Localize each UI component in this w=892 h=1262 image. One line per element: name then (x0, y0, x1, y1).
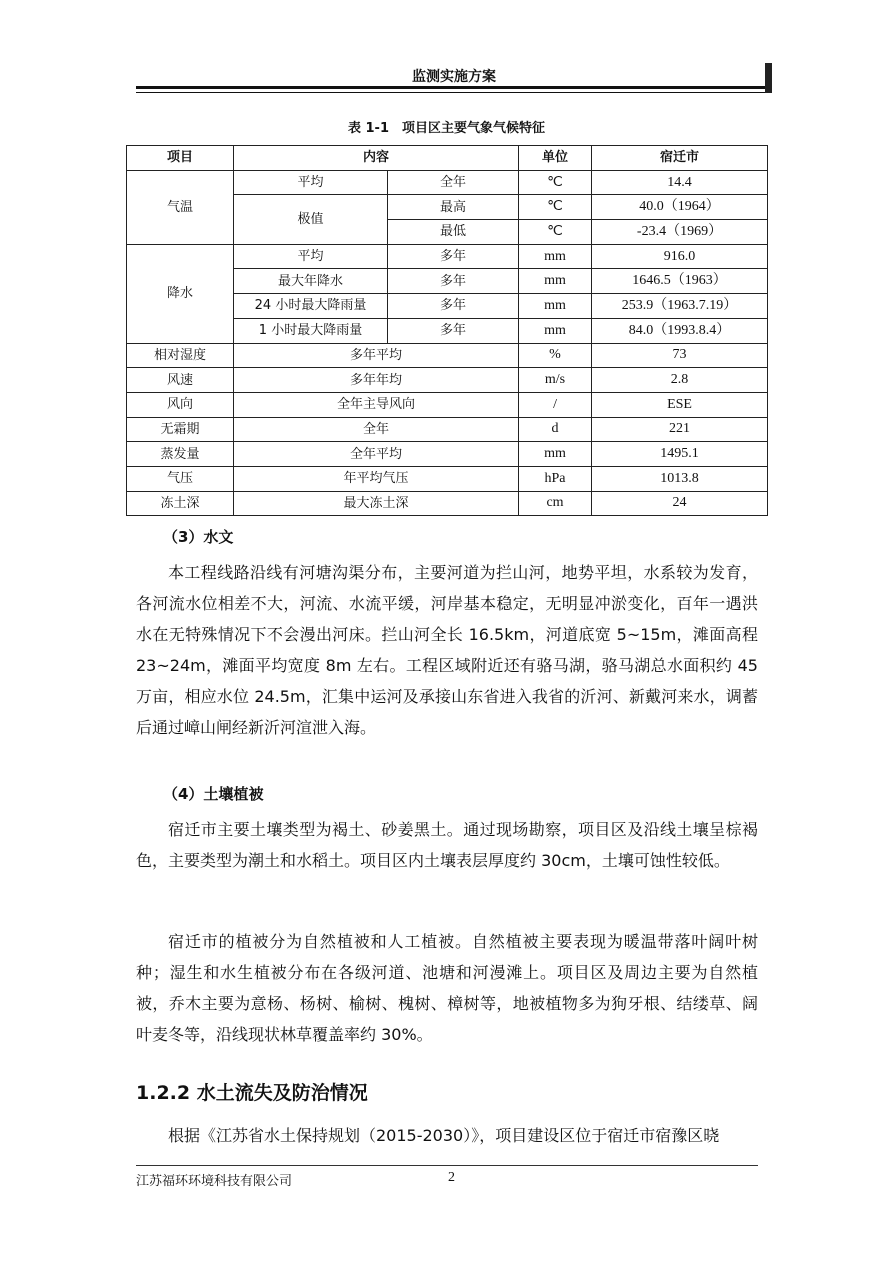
cell-content: 年平均气压 (234, 466, 519, 491)
cell-unit: ℃ (519, 195, 592, 220)
table-row (127, 442, 768, 467)
cell-content: 极值 (234, 195, 388, 244)
cell-unit: / (519, 392, 592, 417)
cell-unit: mm (519, 318, 592, 343)
cell-value: 84.0（1993.8.4） (592, 318, 768, 343)
col-header-city: 宿迁市 (592, 146, 768, 171)
cell-item: 无霜期 (127, 417, 234, 442)
cell-unit: ℃ (519, 220, 592, 245)
col-header-item: 项目 (127, 146, 234, 171)
cell-content: 全年 (234, 417, 519, 442)
table-row (127, 343, 768, 368)
table-row (127, 392, 768, 417)
cell-item: 蒸发量 (127, 442, 234, 467)
row-label-temp: 气温 (127, 170, 234, 244)
cell-unit: mm (519, 269, 592, 294)
header-title: 监测实施方案 (412, 69, 496, 85)
cell-period: 多年 (388, 244, 519, 269)
col-header-content: 内容 (234, 146, 519, 171)
header-rule-thin (136, 92, 766, 93)
cell-value: 1646.5（1963） (592, 269, 768, 294)
cell-value: -23.4（1969） (592, 220, 768, 245)
cell-value: 24 (592, 491, 768, 516)
cell-period: 多年 (388, 318, 519, 343)
cell-period: 全年 (388, 170, 519, 195)
cell-period: 最高 (388, 195, 519, 220)
cell-content: 1 小时最大降雨量 (234, 318, 388, 343)
footer-rule (136, 1165, 758, 1166)
cell-period: 多年 (388, 269, 519, 294)
table-row (127, 491, 768, 516)
cell-item: 风向 (127, 392, 234, 417)
cell-item: 冻土深 (127, 491, 234, 516)
cell-unit: mm (519, 294, 592, 319)
cell-unit: mm (519, 442, 592, 467)
climate-table (126, 145, 768, 516)
cell-period: 多年 (388, 294, 519, 319)
cell-unit: mm (519, 244, 592, 269)
cell-content: 全年主导风向 (234, 392, 519, 417)
paragraph-hydrology: 本工程线路沿线有河塘沟渠分布，主要河道为拦山河，地势平坦，水系较为发育，各河流水位相差不大，河流、水流平缓，河岸基本稳定，无明显冲淤变化，百年一遇洪水在无特殊情况下不会漫出河床。拦山河全长 16.5km，河道底宽 5~15m，滩面高程 23~24m，滩面平均宽度 8m 左右。工程区域附近还有骆马湖，骆马湖总水面积约 45 万亩，相应水位 24.5m，汇集中运河及承接山东省进入我省的沂河、新戴河来水，调蓄后通过嶂山闸经新沂河渲泄入海。 (136, 563, 758, 737)
table-row (127, 244, 768, 269)
cell-unit: ℃ (519, 170, 592, 195)
cell-value: ESE (592, 392, 768, 417)
table-row (127, 170, 768, 195)
cell-content: 平均 (234, 170, 388, 195)
header-rule-thick (136, 86, 766, 89)
cell-item: 相对湿度 (127, 343, 234, 368)
section-title-soil: （4）土壤植被 (163, 785, 264, 803)
cell-content: 多年平均 (234, 343, 519, 368)
cell-item: 气压 (127, 466, 234, 491)
cell-content: 全年平均 (234, 442, 519, 467)
cell-content: 平均 (234, 244, 388, 269)
cell-item: 风速 (127, 368, 234, 393)
cell-value: 14.4 (592, 170, 768, 195)
table-row (127, 417, 768, 442)
footer-company: 江苏福环环境科技有限公司 (136, 1174, 293, 1189)
page-header (136, 60, 772, 96)
heading-1-2-2: 1.2.2 水土流失及防治情况 (136, 1082, 368, 1104)
cell-unit: % (519, 343, 592, 368)
table-row (127, 368, 768, 393)
cell-unit: m/s (519, 368, 592, 393)
paragraph-soil: 宿迁市主要土壤类型为褐土、砂姜黑土。通过现场勘察，项目区及沿线土壤呈棕褐色，主要类型为潮土和水稻土。项目区内土壤表层厚度约 30cm，土壤可蚀性较低。 (136, 820, 758, 870)
col-header-unit: 单位 (519, 146, 592, 171)
cell-content: 24 小时最大降雨量 (234, 294, 388, 319)
cell-content: 最大冻土深 (234, 491, 519, 516)
cell-value: 221 (592, 417, 768, 442)
page-number: 2 (448, 1170, 455, 1185)
header-tab-mark (765, 63, 772, 93)
cell-unit: cm (519, 491, 592, 516)
cell-value: 253.9（1963.7.19） (592, 294, 768, 319)
cell-value: 1013.8 (592, 466, 768, 491)
cell-unit: hPa (519, 466, 592, 491)
cell-value: 2.8 (592, 368, 768, 393)
table-row (127, 466, 768, 491)
table-header-row (127, 146, 768, 171)
cell-value: 1495.1 (592, 442, 768, 467)
section-title-hydrology: （3）水文 (163, 528, 234, 546)
table-caption: 表 1-1 项目区主要气象气候特征 (347, 121, 545, 136)
cell-period: 最低 (388, 220, 519, 245)
paragraph-planning: 根据《江苏省水土保持规划（2015-2030）》，项目建设区位于宿迁市宿豫区晓 (168, 1126, 720, 1145)
cell-value: 73 (592, 343, 768, 368)
cell-content: 多年年均 (234, 368, 519, 393)
paragraph-vegetation: 宿迁市的植被分为自然植被和人工植被。自然植被主要表现为暖温带落叶阔叶树种；湿生和水生植被分布在各级河道、池塘和河漫滩上。项目区及周边主要为自然植被，乔木主要为意杨、杨树、榆树、槐树、樟树等，地被植物多为狗牙根、结缕草、阔叶麦冬等，沿线现状林草覆盖率约 30%。 (136, 932, 758, 1044)
cell-content: 最大年降水 (234, 269, 388, 294)
row-label-precip: 降水 (127, 244, 234, 343)
cell-value: 40.0（1964） (592, 195, 768, 220)
cell-value: 916.0 (592, 244, 768, 269)
cell-unit: d (519, 417, 592, 442)
